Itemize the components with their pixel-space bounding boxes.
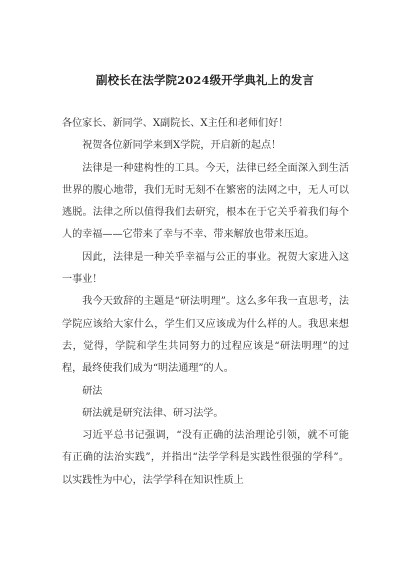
paragraph-theme: 我今天致辞的主题是“研法明理”。这么多年我一直思考，法学院应该给大家什么，学生们又应该成为什么样的人。我思来想去，觉得，学院和学生共同努力的过程应该是“研法明理”的过程，最终使我们成为“明法通理”的人。 [62,296,349,375]
paragraph-quote: 习近平总书记强调，“没有正确的法治理论引领，就不可能有正确的法治实践”，并指出“法学学科是实践性很强的学科”。以实践性为中心，法学学科在知识性质上 [62,430,349,486]
section-heading-yanfa: 研法 [82,385,103,397]
paragraph-greeting: 各位家长、新同学、X副院长、X主任和老师们好！ [62,118,289,129]
document-body [62,113,349,492]
paragraph-yanfa-definition: 研法就是研究法律、研习法学。 [82,407,224,419]
paragraph-law-tool: 法律是一种建构性的工具。今天，法律已经全面深入到生活世界的腹心地带，我们无时无刻不在繁密的法网之中，无人可以逃脱。法律之所以值得我们去研究，根本在于它关乎着我们每个人的幸福——它带来了幸与不幸、带来解放也带来压迫。 [62,162,349,241]
paragraph-congratulation: 祝贺各位新同学来到X学院，开启新的起点！ [82,140,282,152]
document-title: 副校长在法学院2024级开学典礼上的发言 [96,73,314,87]
paragraph-law-career: 因此，法律是一种关乎幸福与公正的事业。祝贺大家进入这一事业！ [62,251,349,286]
